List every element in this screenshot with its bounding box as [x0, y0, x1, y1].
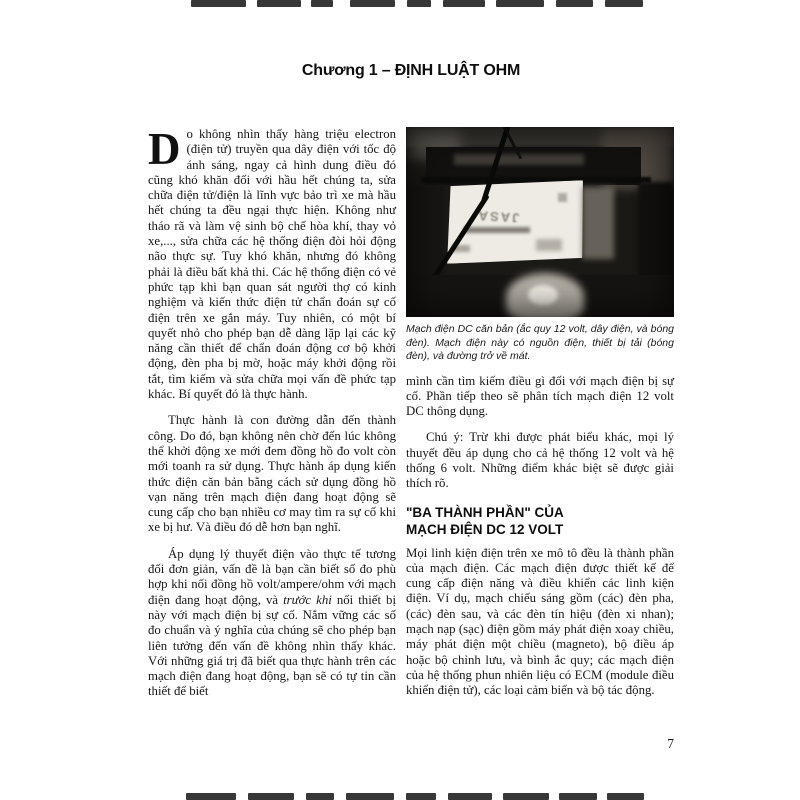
paragraph-components: Mọi linh kiện điện trên xe mô tô đều là thành phần của mạch điện. Các mạch điện được thiết kế để cung cấp điện năng và điều khiển các linh kiện điện. Ví dụ, mạch chiếu sáng gồm (các) đèn pha, (các) đèn sau, và các đèn tín hiệu (đèn xi nhan); mạch nạp (sạc) điện gồm máy phát điện xoay chiều, máy phát điện một chiều (magneto), bộ điều áp hoặc bộ chỉnh lưu, và bình ắc quy; các mạch điện của hệ thống phun nhiên liệu có ECM (module điều khiển điện tử), các loại cảm biến và bộ tác động.	[406, 545, 674, 698]
drop-cap: D	[148, 124, 181, 174]
scan-mark	[306, 793, 334, 800]
section-heading-line1: "BA THÀNH PHẦN" CỦA	[406, 504, 564, 520]
left-column	[148, 124, 397, 700]
paragraph-theory	[148, 547, 396, 700]
scan-mark	[448, 793, 492, 800]
scan-mark	[503, 793, 549, 800]
scan-mark	[350, 0, 395, 7]
scan-mark	[257, 0, 301, 7]
scan-mark	[248, 793, 294, 800]
scan-mark	[605, 0, 643, 7]
scan-mark	[311, 0, 333, 7]
battery-figure	[406, 127, 674, 364]
page-number: 7	[667, 736, 674, 751]
photo-caption: Mạch điện DC căn bản (ắc quy 12 volt, dây điện, và bóng đèn). Mạch điện này có nguồn điện, thiết bị tải (bóng đèn), và đường trở về mát.	[406, 323, 674, 362]
text-columns	[148, 124, 674, 700]
paragraph-continuation: mình cần tìm kiếm điều gì đối với mạch điện bị sự cố. Phần tiếp theo sẽ phân tích mạch điện 12 volt DC thông dụng.	[406, 373, 674, 419]
battery-label-text: JASA	[476, 208, 520, 226]
scan-marks-top	[0, 0, 800, 9]
paragraph-note: Chú ý: Trừ khi được phát biểu khác, mọi lý thuyết đều áp dụng cho cả hệ thống 12 volt và hệ thống 6 volt. Những điểm khác biệt sẽ được giải thích rõ.	[406, 430, 674, 491]
paragraph-intro	[148, 124, 396, 402]
paragraph-theory-italic: trước khi	[283, 592, 332, 607]
scan-mark	[607, 793, 644, 800]
scan-mark	[443, 0, 485, 7]
paragraph-intro-text: o không nhìn thấy hàng triệu electron (điện tử) truyền qua dây điện với tốc độ ánh sáng, ngay cả hình dung điều đó cũng khó khăn đối với hầu hết chúng ta, sửa chữa điện tử/điện là lĩnh vực bảo trì xe mà hầu hết chúng ta đều ngại thực hiện. Không như tháo rã và làm vệ sinh bộ chế hòa khí, thay vỏ xe,..., sửa chữa các hệ thống điện đòi hỏi động não thực sự. Tuy khó khăn, nhưng đó không phải là điều bất khả thi. Các hệ thống điện có vẻ phức tạp khi bạn quan sát người thợ có kinh nghiệm và kiến thức điện tử chẩn đoán sự cố điện trên xe gắn máy. Tuy nhiên, có một bí quyết nhỏ cho phép bạn dễ dàng lặp lại các kỹ năng cần thiết để chẩn đoán động cơ bộ khởi động, đèn pha bị mờ, hoặc máy khởi động rồi tắt, tìm kiếm và sửa chữa mọi vấn đề phức tạp khác. Bí quyết đó là thực hành.	[148, 127, 396, 402]
paragraph-theory-pre: Áp dụng lý thuyết điện vào thực tế tương đối đơn giản, vấn đề là bạn cần biết số đo phù hợp khi nối đồng hồ volt/ampere/ohm với mạch điện đang hoạt động, và	[148, 546, 396, 607]
section-heading-line2: MẠCH ĐIỆN DC 12 VOLT	[406, 521, 564, 537]
scan-mark	[346, 793, 394, 800]
section-heading	[406, 504, 674, 538]
scan-mark	[406, 793, 436, 800]
photo-vignette	[406, 127, 674, 317]
right-column	[406, 127, 674, 700]
paragraph-theory-post: nối thiết bị này với mạch điện bị sự cố. Nắm vững các số đo chuẩn và ý nghĩa của chúng sẽ cho phép bạn liên tưởng đến vấn đề không nhìn thấy khác. Với những giá trị đã biết qua thực hành trên các mạch điện đang hoạt động, bạn sẽ có tự tin cần thiết để biết	[148, 592, 397, 699]
scan-mark	[496, 0, 544, 7]
scan-mark	[556, 0, 593, 7]
chapter-title: Chương 1 – ĐỊNH LUẬT OHM	[301, 62, 521, 79]
scan-marks-bottom	[0, 791, 800, 800]
scan-mark	[407, 0, 431, 7]
paragraph-practice: Thực hành là con đường dẫn đến thành công. Do đó, bạn không nên chờ đến lúc không thể khởi động xe mới đem đồng hồ đo volt còn mới toanh ra sử dụng. Thực hành áp dụng kiến thức điện căn bản bằng cách sử dụng đồng hồ vạn năng trên mạch điện đang hoạt động sẽ cung cấp cho bạn nhiều cơ may tìm ra sự cố khi xe bị hư. Và điều đó dễ hơn bạn nghĩ.	[148, 413, 396, 535]
scan-mark	[186, 793, 236, 800]
scan-mark	[559, 793, 597, 800]
scan-mark	[191, 0, 246, 7]
battery-photo	[406, 127, 674, 317]
